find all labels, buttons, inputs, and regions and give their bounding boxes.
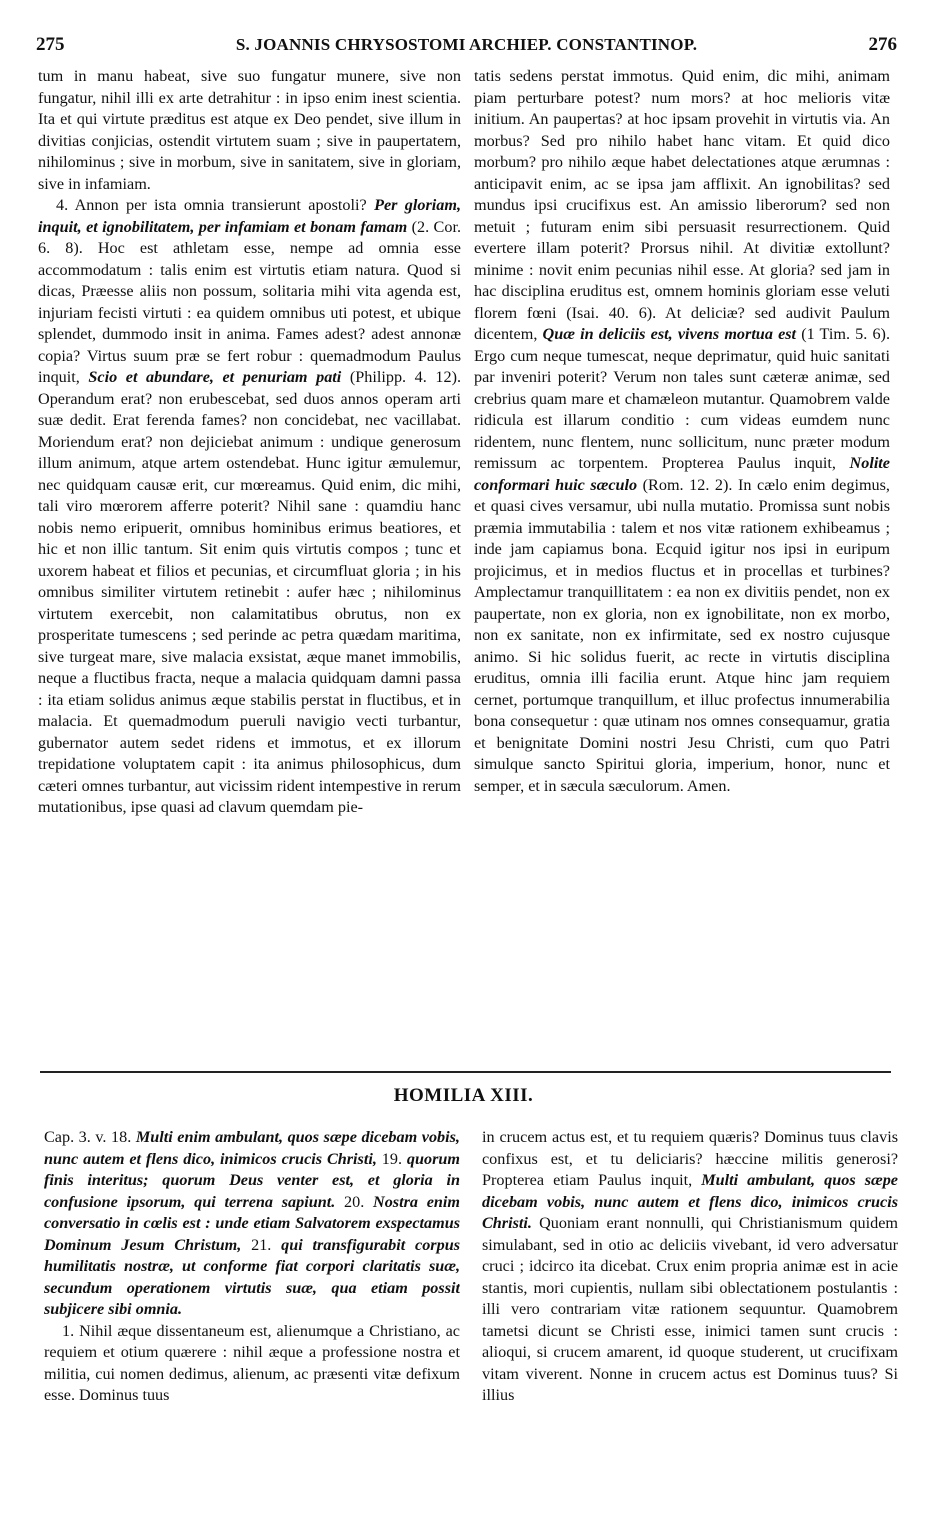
- text-run: (Rom. 12. 2). In cælo enim degimus, et quasi cives versamur, ubi nulla mutatio. Promissa sunt nobis præmia immutabilia : talem et nos vitæ rationem exhibeamus ; inde jam capiamus bona. Ecquid igitur nos ipsi in euripum projicimus, et in medios fluctus et in procellas et turbines? Amplectamur tranquillitatem : ea non ex divitiis pendet, non ex paupertate, non ex gloria, non ex ignobilitate, non ex morbo, non ex sanitate, non ex infirmitate, sed ex nostro cujusque animo. Si hic solidus fuerit, ac recte in virtutis disciplina eruditus, omnia illi facilia erunt. Atque hinc jam requiem cernet, portumque tranquillum, et illuc profectus innumerabilia bona consequetur : quæ utinam nos omnes consequamur, gratia et benignitate Domini nostri Jesu Christi, cum quo Patri simulque sancto Spiritui gloria, imperium, honor, nunc et semper, et in sæcula sæculorum. Amen.: [474, 475, 890, 795]
- text-run: 4. Annon per ista omnia transierunt apostoli?: [56, 196, 375, 214]
- running-header: [36, 34, 897, 64]
- scripture-quote: Scio et abundare, et penuriam pati: [88, 368, 342, 386]
- chapter-ref: Cap. 3. v. 18.: [44, 1128, 136, 1146]
- verse-number: 21.: [241, 1235, 282, 1254]
- scripture-quote: Per gloriam, inquit, et ignobilitatem, per infamiam et bonam famam: [38, 196, 461, 236]
- scripture-text: quorum finis interitus; quorum Deus venter est, et gloria in confusione ipsorum, qui terrena sapiunt.: [44, 1149, 460, 1211]
- scripture-quote: Nolite conformari huic sæculo: [474, 454, 890, 494]
- column-top-left: [38, 66, 461, 1066]
- section-divider: [40, 1071, 891, 1073]
- scripture-text: Multi enim ambulant, quos sæpe dicebam vobis, nunc autem et flens dico, inimicos crucis Christi,: [44, 1128, 460, 1168]
- paragraph: tum in manu habeat, sive suo fungatur munere, sive non fungatur, nihil illi ex arte detrahitur : in ipso enim inest scientia. Ita et qui virtute præditus est atque ex Deo pendet, sive illum in divitias conjicias, ostendit virtutem suam ; sive in paupertatem, nihilominus ; sive in morbum, sive in sanitatem, sive in gloriam, sive in infamiam.: [38, 67, 461, 193]
- scripture-quote: Quæ in deliciis est, vivens mortua est: [542, 325, 797, 343]
- paragraph: [474, 66, 890, 797]
- verse-number: 19.: [376, 1149, 407, 1168]
- column-bottom-left: [44, 1127, 460, 1527]
- homily-title: HOMILIA XIII.: [393, 1085, 534, 1106]
- scripture-text: qui transfigurabit corpus humilitatis nostræ, ut conforme fiat corpori claritatis suæ, secundum operationem virtutis suæ, qua etiam possit subjicere sibi omnia.: [44, 1235, 460, 1318]
- chapter-verse-block: [44, 1127, 460, 1321]
- text-run: (1 Tim. 5. 6). Ergo cum neque tumescat, neque deprimatur, quid huic sanitati par inveniri poterit? Verum non tales sunt cæteræ animæ, sed crebrius quam mare et chamæleon mutantur. Quamobrem valde ridicula est illarum conditio : cum videas eumdem nunc ridentem, nunc flentem, nunc sollicitum, nunc præter modum remissum ac torpentem. Propterea Paulus inquit,: [474, 325, 890, 472]
- running-title: S. JOANNIS CHRYSOSTOMI ARCHIEP. CONSTANTINOP.: [235, 35, 698, 54]
- paragraph-section-4: [38, 195, 461, 819]
- column-bottom-right: [482, 1127, 898, 1527]
- text-run: (Philipp. 4. 12). Operandum erat? non erubescebat, sed duos annos operam arti suæ dedit. Erat ferenda fames? non concidebat, nec vacillabat. Moriendum erat? non dejiciebat animum : undique generosum illum animum, atque artem ostendebat. Hunc igitur æmulemur, nec quidquam causæ erit, cur mœreamus. Quid enim, dic mihi, tali viro mœrorem afferre poterit? Nihil sane : quamdiu hanc nobis nemo eripuerit, omnibus hominibus erimus beatiores, et hic et non illic tantum. Sit enim quis virtutis compos ; tunc et uxorem habeat et filios et pecunias, et circumfluat gloria ; in his omnibus similiter virtutem retinebit : aufer hæc ; nihilominus virtutem exercebit, non calamitatibus obrutus, non ex prosperitate tumescens ; sed perinde ac petra quædam maritima, sive turgeat mare, sive malacia exsistat, æque manet immobilis, neque a fluctibus fracta, neque a malacia quidquam damni passa : ita etiam solidus animus æque stabilis perstat in fluctibus, et in malacia. Et quemadmodum pueruli navigio vecti turbantur, gubernator autem sedet ridens et immotus, et ex illorum trepidatione voluptatem capit : ita animus philosophicus, dum cæteri omnes turbantur, aut vicissim rident intempestive in rerum mutationibus, ipse quasi ad clavum quemdam pie-: [38, 368, 461, 816]
- text-run: tatis sedens perstat immotus. Quid enim, dic mihi, animam piam perturbare potest? num mors? at hoc melioris vitæ initium. An paupertas? at hoc ipsam provehit in virtutis via. An morbus? Sed pro nihilo habet hanc vitam. Et quid dico morbum? pro nihilo æque habet delectationes atque ærumnas : anticipavit enim, ac se ipsa jam afflixit. An ignobilitas? sed mundus ipsi crucifixus est. An amissio liberorum? sed non metuit ; futuram enim sibi persuasit resurrectionem. Quid evertere illam poterit? Prorsus nihil. At divitiæ extollunt? minime : novit enim pecunias nihil esse. At gloria? sed jam in hac disciplina eruditus est, omnem hominis gloriam esse veluti florem fœni (Isai. 40. 6). At deliciæ? sed audivit Paulum dicentem,: [474, 67, 890, 343]
- text-run: (2. Cor. 6. 8). Hoc est athletam esse, nempe ad omnia esse accommodatum : talis enim est virtutis etiam natura. Quod si dicas, Præesse aliis non possum, solitaria mihi vita agenda est, injuriam fecisti virtuti : ea quidem omnibus uti potest, et ubique splendet, dummodo insit in anima. Fames adest? adest annonæ copia? Virtus suum præ se fert robur : quemadmodum Paulus inquit,: [38, 217, 461, 386]
- column-top-right: [474, 66, 890, 1046]
- scripture-quote: Multi ambulant, quos sæpe dicebam vobis, nunc autem et flens dico, inimicos crucis Christi.: [482, 1171, 898, 1232]
- page-number-left: 275: [36, 34, 65, 55]
- scripture-text: Nostra enim conversatio in cœlis est : unde etiam Salvatorem exspectamus Dominum Jesum Christum,: [44, 1192, 460, 1254]
- text-run: in crucem actus est, et tu requiem quæris? Dominus tuus clavis confixus est, et tu deliciaris? hæccine militis generosi? Propterea etiam Paulus inquit,: [482, 1128, 898, 1189]
- verse-number: 20.: [335, 1192, 373, 1211]
- paragraph: [482, 1127, 898, 1407]
- page-number-right: 276: [868, 34, 897, 55]
- text-run: Quoniam erant nonnulli, qui Christianismum quidem simulabant, sed in otio ac deliciis vivebant, id vero adversatur cruci ; idcirco ita dicebat. Crux enim propria animæ est in acie stantis, mori cupientis, nullam sibi oblectationem postulantis : illi vero contrariam vitæ rationem sequuntur. Quamobrem tametsi dicunt se Christi esse, inimici tamen sunt crucis : alioqui, si crucem amarent, id quoque studerent, ut crucifixam vitam viverent. Nonne in crucem actus est Dominus tuus? Si illius: [482, 1214, 898, 1404]
- paragraph-section-1: 1. Nihil æque dissentaneum est, alienumque a Christiano, ac requiem et otium quærere : nihil æque a professione nostra et militia, cui nomen dedimus, alienum, ac præsenti vitæ defixum esse. Dominus tuus: [44, 1321, 460, 1404]
